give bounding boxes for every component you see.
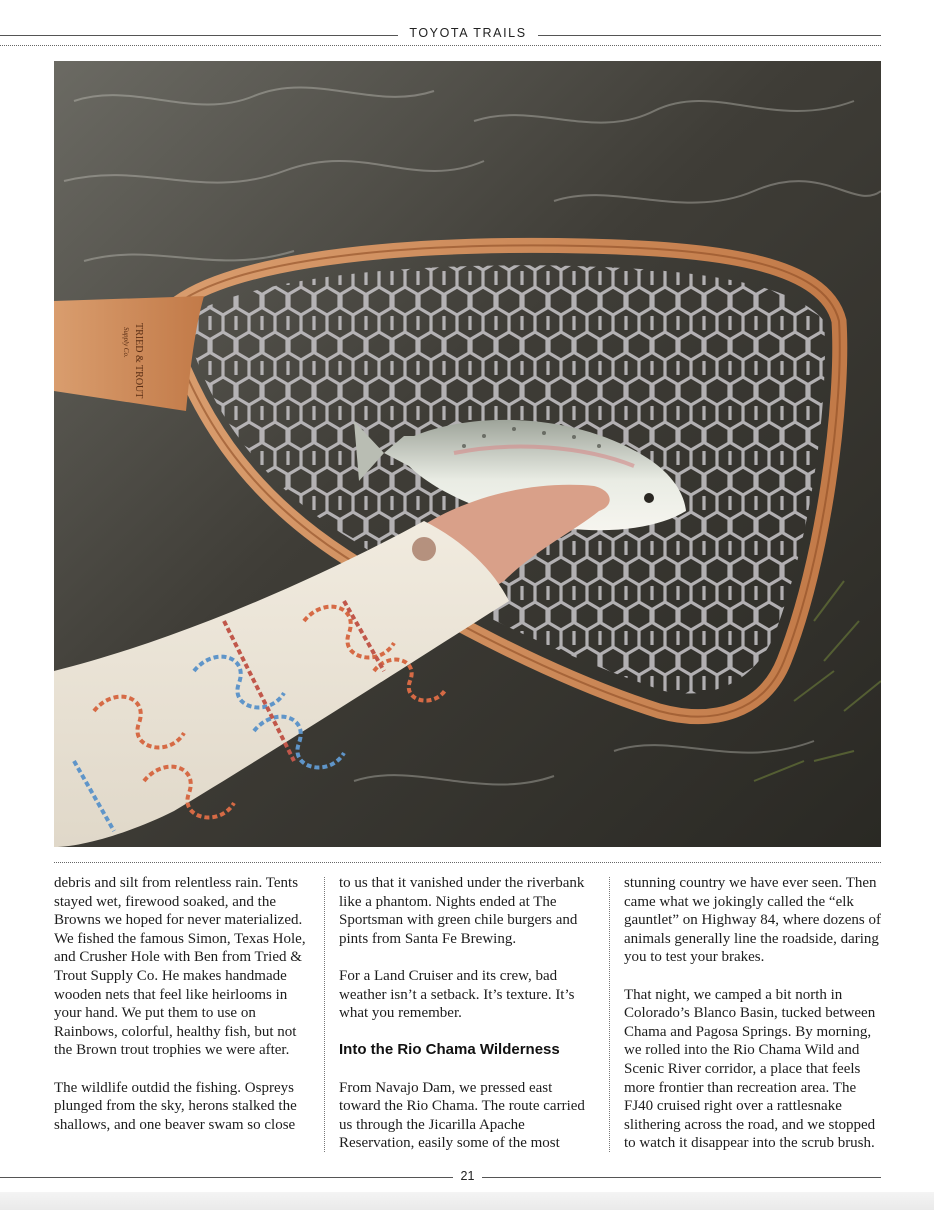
- page-number: 21: [460, 1169, 475, 1183]
- col2-paragraph-2: For a Land Cruiser and its crew, bad weather isn’t a setback. It’s texture. It’s what you remember.: [339, 967, 575, 1022]
- col3-paragraph-2: That night, we camped a bit north in Colorado’s Blanco Basin, tucked between Chama and Pagosa Springs. By morning, we rolled into the Rio Chama Wild and Scenic River corridor, a place that feels more frontier than recreation area. The FJ40 cruised right over a rattlesnake slithering across the road, and we stopped to watch it disappear into the scrub brush.: [624, 986, 876, 1152]
- photo-dotted-rule: [54, 862, 881, 863]
- net-brand-mark: TRIED & TROUT: [133, 323, 144, 399]
- col2-paragraph-3: From Navajo Dam, we pressed east toward the Rio Chama. The route carried us through the Jicarilla Apache Reservation, easily some of the most: [339, 1079, 585, 1152]
- col1-paragraph-2: The wildlife outdid the fishing. Ospreys plunged from the sky, herons stalked the shallows, and one beaver swam so close: [54, 1079, 297, 1133]
- header-rule-left: [0, 35, 398, 36]
- footer-rule-right: [482, 1177, 881, 1178]
- net-brand-sub: Supply Co.: [122, 327, 130, 358]
- footer-rule-left: [0, 1177, 453, 1178]
- header-rule-right: [538, 35, 881, 36]
- col1-paragraph-1: debris and silt from relentless rain. Tents stayed wet, firewood soaked, and the Browns we hoped for never materialized. We fished the famous Simon, Texas Hole, and Crusher Hole with Ben from Tried & Trout Supply Co. He makes handmade wooden nets that feel like heirlooms in your hand. We put them to use on Rainbows, colorful, healthy fish, but not the Brown trout trophies we were after.: [54, 875, 306, 1059]
- running-header-title: TOYOTA TRAILS: [409, 26, 527, 40]
- feature-photo: [54, 61, 881, 847]
- article-column-3: [624, 874, 882, 1153]
- page-bottom-shade: [0, 1192, 934, 1210]
- col3-paragraph-1: stunning country we have ever seen. Then came what we jokingly called the “elk gauntlet” on Highway 84, where dozens of animals generally line the roadside, daring you to test your brakes.: [624, 875, 882, 966]
- header-dotted-rule: [0, 45, 881, 46]
- column-separator-2: [609, 877, 610, 1152]
- column-separator-1: [324, 877, 325, 1152]
- article-column-1: [54, 874, 312, 1134]
- section-heading: Into the Rio Chama Wilderness: [339, 1041, 560, 1059]
- col2-paragraph-1: to us that it vanished under the riverbank like a phantom. Nights ended at The Sportsman with green chile burgers and pints from Santa Fe Brewing.: [339, 875, 585, 947]
- photo-illustration: [54, 61, 881, 847]
- article-column-2: [339, 874, 597, 1153]
